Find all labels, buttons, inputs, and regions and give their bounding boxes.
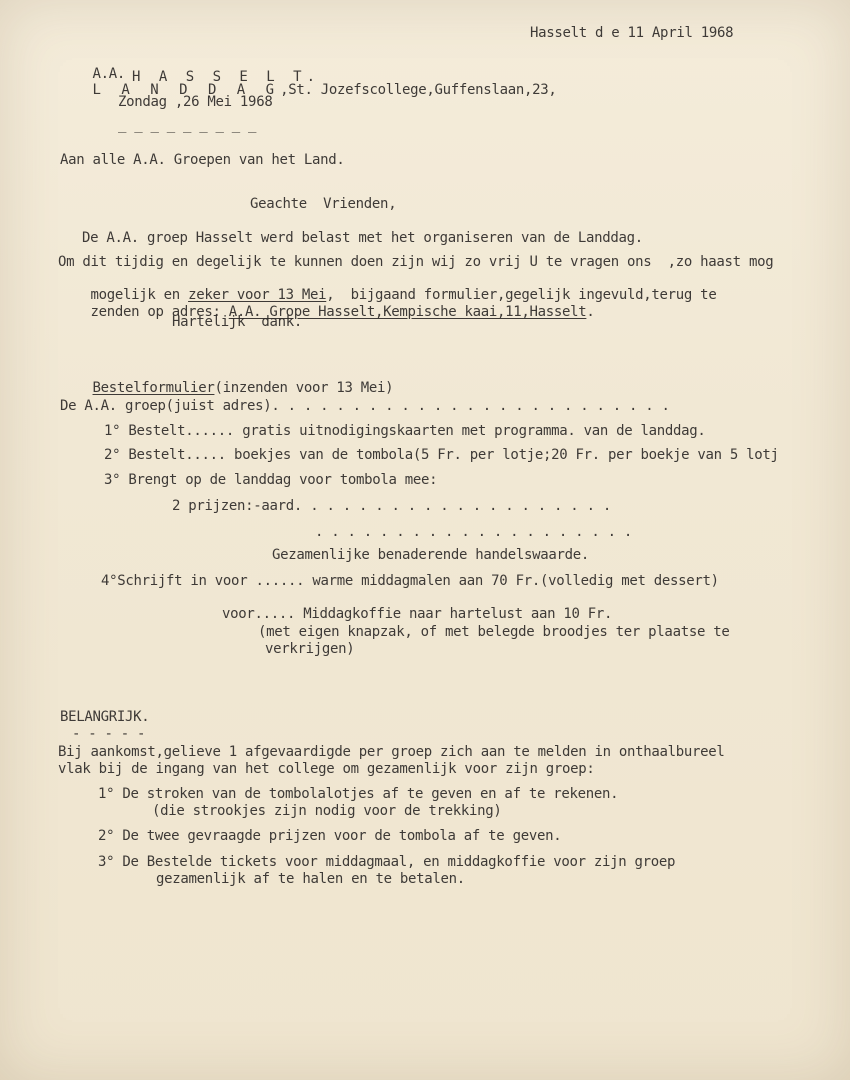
form-title-underlined: Bestelformulier (92, 380, 215, 396)
org-address: ,St. Jozefscollege,Guffenslaan,23, (280, 82, 557, 98)
paragraph-2-line-3 (58, 288, 595, 336)
form-item-3: 3° Brengt op de landdag voor tombola mee: (104, 472, 438, 488)
group-address-line: De A.A. groep(juist adres). . . . . . . . . . . . . . . . . . . . . . . . . (60, 398, 670, 414)
org-name: L A N D D A G (92, 82, 281, 98)
coffee-note-2: verkrijgen) (265, 641, 355, 657)
deadline-underlined: zeker voor 13 Mei (188, 287, 327, 303)
important-intro-2: vlak bij de ingang van het college om gezamenlijk voor zijn groep: (58, 761, 595, 777)
header-dashes: _ _ _ _ _ _ _ _ _ (118, 117, 257, 133)
paragraph-2-line-1: Om dit tijdig en degelijk te kunnen doen zijn wij zo vrij U te vragen ons ,zo haast mog (58, 254, 774, 270)
form-item-2: 2° Bestelt..... boekjes van de tombola(5 Fr. per lotje;20 Fr. per boekje van 5 lotj (104, 447, 779, 463)
addressee: Aan alle A.A. Groepen van het Land. (60, 152, 345, 168)
coffee-line: voor..... Middagkoffie naar hartelust aan 10 Fr. (222, 606, 613, 622)
important-point-1: 1° De stroken van de tombolalotjes af te geven en af te rekenen. (98, 786, 619, 802)
form-title-note: (inzenden voor 13 Mei) (214, 380, 394, 396)
city-line: H A S S E L T. (132, 69, 321, 85)
text-segment: , bijgaand formulier,gegelijk ingevuld,terug te (326, 287, 717, 303)
paragraph-1: De A.A. groep Hasselt werd belast met het organiseren van de Landdag. (82, 230, 643, 246)
org-prefix: A.A. (92, 66, 126, 82)
text-segment: mogelijk en (90, 287, 189, 303)
form-item-1: 1° Bestelt...... gratis uitnodigingskaarten met programma. van de landdag. (104, 423, 706, 439)
form-item-4: 4°Schrijft in voor ...... warme middagmalen aan 70 Fr.(volledig met dessert) (101, 573, 719, 589)
event-date: Zondag ,26 Mei 1968 (118, 94, 273, 110)
coffee-note-1: (met eigen knapzak, of met belegde broodjes ter plaatse te (258, 624, 730, 640)
prizes-line: 2 prijzen:-aard. . . . . . . . . . . . . . . . . . . . (172, 498, 611, 514)
important-point-3: 3° De Bestelde tickets voor middagmaal, en middagkoffie voor zijn groep (98, 854, 676, 870)
important-point-2: 2° De twee gevraagde prijzen voor de tombola af te geven. (98, 828, 562, 844)
value-dots-line: . . . . . . . . . . . . . . . . . . . . (315, 524, 633, 540)
text-segment: zenden op adres: (90, 304, 229, 320)
thanks: Hartelijk dank. (172, 314, 303, 330)
text-segment: . (586, 304, 595, 320)
important-intro-1: Bij aankomst,gelieve 1 afgevaardigde per groep zich aan te melden in onthaalbureel (58, 744, 725, 760)
value-label: Gezamenlijke benaderende handelswaarde. (272, 547, 590, 563)
important-point-3-cont: gezamenlijk af te halen en te betalen. (156, 871, 465, 887)
important-title: BELANGRIJK. (60, 709, 150, 725)
important-title-dashes: - - - - - (72, 726, 146, 742)
important-point-1-note: (die strookjes zijn nodig voor de trekking) (152, 803, 502, 819)
date-line: Hasselt d e 11 April 1968 (530, 25, 734, 41)
salutation: Geachte Vrienden, (250, 196, 397, 212)
return-address-underlined: A.A. Grope Hasselt,Kempische kaai,11,Hasselt (228, 304, 587, 320)
